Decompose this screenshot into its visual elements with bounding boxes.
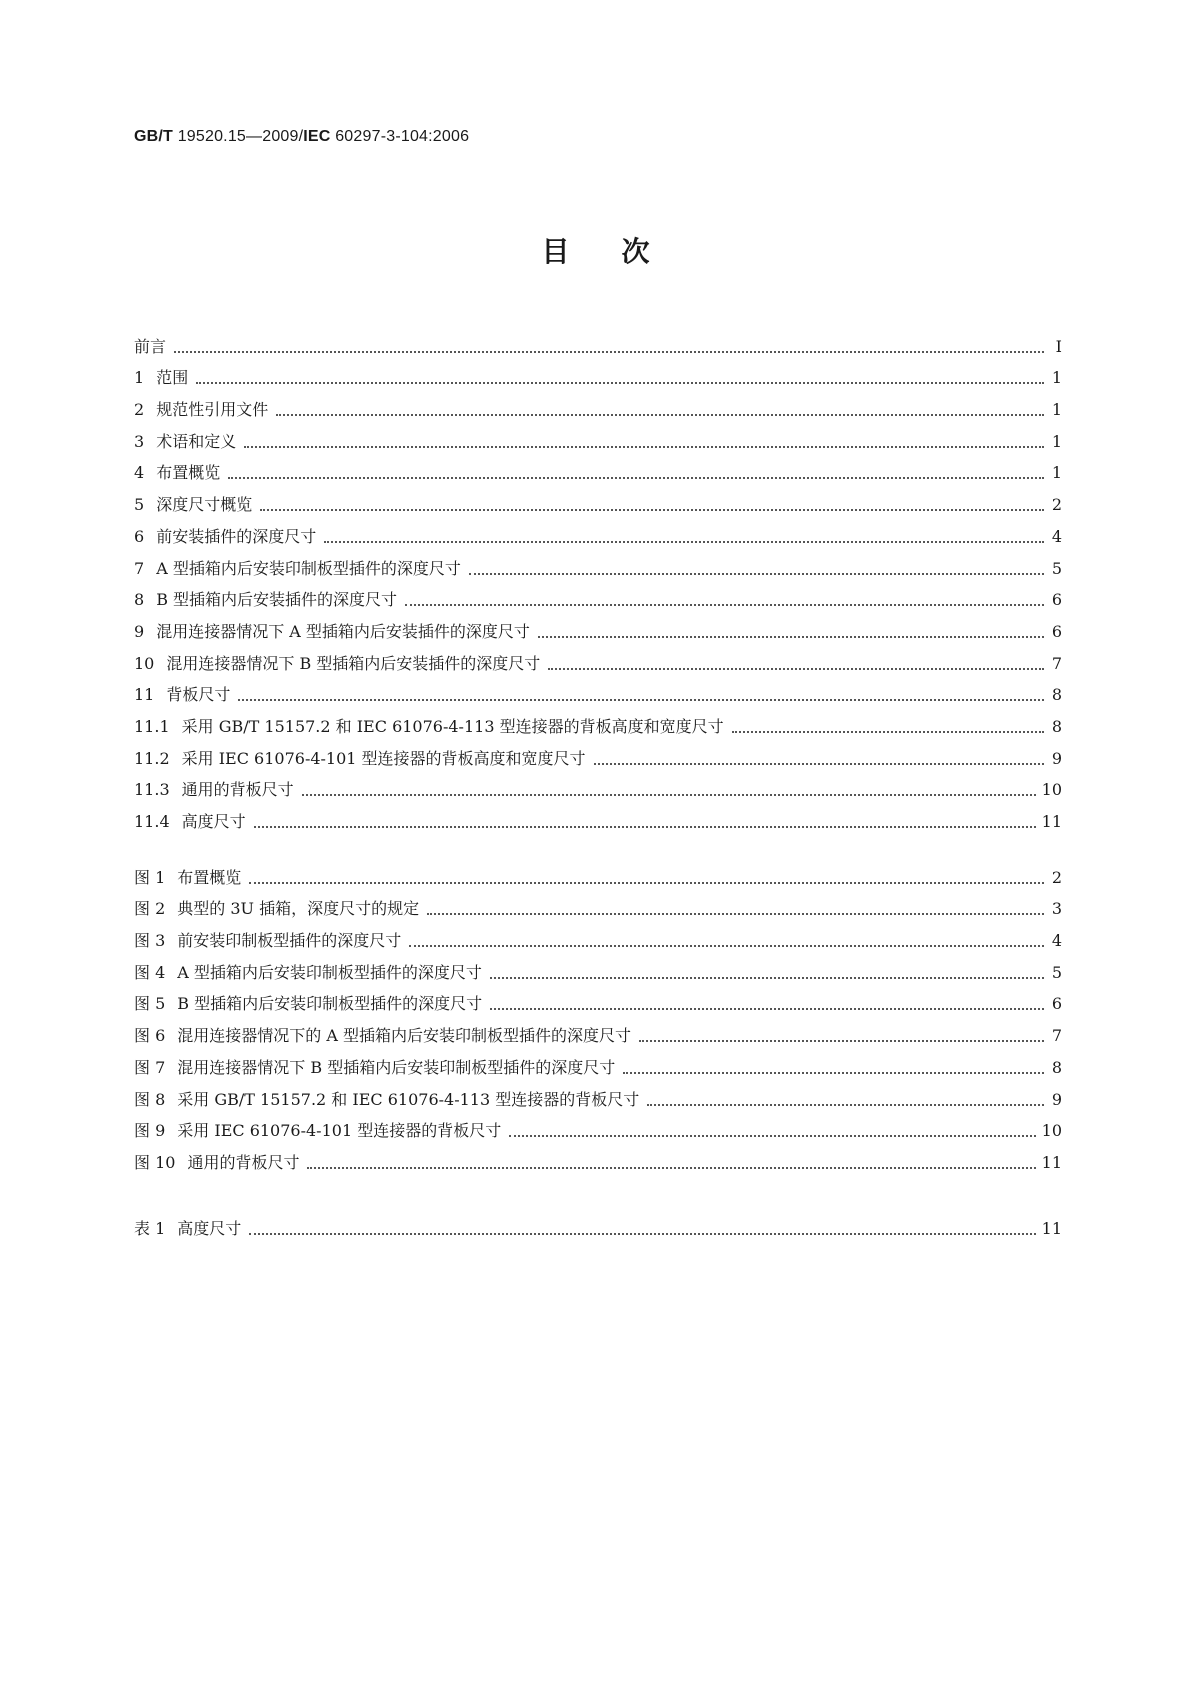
toc-entry-number: 图 5: [134, 994, 166, 1014]
toc-entry-number: 11.2: [134, 748, 170, 768]
toc-dot-leader: [732, 730, 1044, 733]
toc-entry-number: 图 3: [134, 931, 166, 951]
toc-entry[interactable]: [134, 675, 1062, 707]
toc-figures-section: [134, 857, 1062, 1174]
toc-entry-title: 高度尺寸: [177, 1218, 242, 1238]
toc-entry-title: B 型插箱内后安装插件的深度尺寸: [156, 590, 398, 610]
toc-entry-number: 图 2: [134, 899, 166, 919]
toc-entry-title: 规范性引用文件: [156, 400, 269, 420]
toc-dot-leader: [324, 540, 1044, 543]
toc-entry-page: Ⅰ: [1055, 336, 1062, 356]
toc-entry-number: 11.4: [134, 812, 170, 831]
toc-entry[interactable]: [134, 952, 1062, 984]
toc-entry-page: 2: [1051, 867, 1062, 887]
toc-entry-page: 1: [1051, 463, 1062, 483]
standard-code: GB/T: [134, 128, 174, 145]
page-title: 目次: [541, 235, 702, 268]
toc-entry-page: 3: [1051, 899, 1062, 919]
toc-entry[interactable]: [134, 326, 1062, 358]
toc-entry-page: 7: [1051, 653, 1062, 673]
toc-dot-leader: [249, 1232, 1035, 1235]
toc-entry-page: 9: [1051, 1089, 1062, 1109]
toc-entry-page: 5: [1051, 558, 1062, 578]
toc-entry-title: 前安装插件的深度尺寸: [156, 526, 317, 546]
toc-entry-page: 1: [1051, 431, 1062, 451]
toc-entry[interactable]: [134, 920, 1062, 952]
toc-entry-title: 混用连接器情况下 B 型插箱内后安装插件的深度尺寸: [166, 653, 541, 673]
toc-entry-title: 背板尺寸: [166, 685, 231, 705]
toc-entry-number: 图 10: [134, 1152, 176, 1172]
toc-entry-title: 采用 GB/T 15157.2 和 IEC 61076-4-113 型连接器的背板尺寸: [177, 1089, 640, 1109]
reference-code: IEC: [303, 128, 331, 145]
toc-entry-number: 7: [134, 558, 145, 578]
toc-dot-leader: [405, 603, 1044, 606]
toc-entry[interactable]: [134, 516, 1062, 548]
toc-entry-page: 8: [1051, 685, 1062, 705]
toc-entry-title: 深度尺寸概览: [156, 495, 253, 515]
toc-dot-leader: [238, 698, 1044, 701]
toc-entry[interactable]: [134, 453, 1062, 485]
toc-entry[interactable]: [134, 389, 1062, 421]
toc-entry[interactable]: [134, 984, 1062, 1016]
toc-entry[interactable]: [134, 421, 1062, 453]
toc-entry[interactable]: [134, 738, 1062, 770]
toc-entry[interactable]: [134, 548, 1062, 580]
toc-entry-page: 4: [1051, 931, 1062, 951]
toc-entry-number: 图 9: [134, 1121, 166, 1141]
toc-dot-leader: [249, 881, 1044, 884]
toc-entry-page: 11: [1041, 812, 1062, 831]
toc-entry-number: 图 6: [134, 1026, 166, 1046]
toc-dot-leader: [276, 413, 1044, 416]
toc-entry-title: 前安装印制板型插件的深度尺寸: [177, 931, 402, 951]
toc-entry-page: 7: [1051, 1026, 1062, 1046]
toc-entry-page: 8: [1051, 1057, 1062, 1077]
toc-entry[interactable]: [134, 1208, 1062, 1240]
toc-entry[interactable]: [134, 580, 1062, 612]
toc-entry-title: 混用连接器情况下 B 型插箱内后安装印制板型插件的深度尺寸: [177, 1057, 616, 1077]
toc-entry-title: 布置概览: [156, 463, 221, 483]
toc-entry[interactable]: [134, 889, 1062, 921]
toc-entry-number: 6: [134, 526, 145, 546]
toc-entry-title: 采用 IEC 61076-4-101 型连接器的背板高度和宽度尺寸: [181, 748, 586, 768]
toc-entry[interactable]: [134, 643, 1062, 675]
toc-entry[interactable]: [134, 1079, 1062, 1111]
toc-entry-page: 6: [1051, 994, 1062, 1014]
toc-entry-title: A 型插箱内后安装印制板型插件的深度尺寸: [177, 962, 482, 982]
toc-entry-title: 混用连接器情况下的 A 型插箱内后安装印制板型插件的深度尺寸: [177, 1026, 632, 1046]
toc-entry[interactable]: [134, 1142, 1062, 1174]
toc-entry-number: 8: [134, 590, 145, 610]
toc-entry-title: 术语和定义: [156, 431, 237, 451]
toc-entry-page: 4: [1051, 526, 1062, 546]
toc-entry-number: 9: [134, 621, 145, 641]
toc-entry-title: 典型的 3U 插箱，深度尺寸的规定: [177, 899, 420, 919]
toc-entry-title: 采用 GB/T 15157.2 和 IEC 61076-4-113 型连接器的背板高度和宽度尺寸: [181, 716, 724, 736]
toc-entry-title: 通用的背板尺寸: [187, 1152, 300, 1172]
toc-dot-leader: [254, 825, 1036, 828]
toc-entry[interactable]: [134, 358, 1062, 390]
toc-entry-title: 布置概览: [177, 867, 242, 887]
toc-entry-title: 采用 IEC 61076-4-101 型连接器的背板尺寸: [177, 1121, 502, 1141]
toc-entry-number: 11: [134, 685, 155, 705]
toc-main-section: [134, 326, 1062, 833]
toc-entry-number: 1: [134, 368, 145, 388]
toc-entry-number: 10: [134, 653, 155, 673]
toc-entry-page: 1: [1051, 368, 1062, 388]
toc-entry-title: 混用连接器情况下 A 型插箱内后安装插件的深度尺寸: [156, 621, 530, 641]
toc-entry[interactable]: [134, 1111, 1062, 1143]
toc-dot-leader: [594, 762, 1044, 765]
toc-entry-title: 范围: [156, 368, 189, 388]
toc-entry-page: 2: [1051, 495, 1062, 515]
toc-dot-leader: [538, 635, 1044, 638]
toc-dot-leader: [469, 572, 1044, 575]
toc-tables-section: [134, 1208, 1062, 1240]
toc-entry-number: 图 7: [134, 1057, 166, 1077]
toc-dot-leader: [244, 445, 1044, 448]
toc-entry-title: 高度尺寸: [181, 812, 246, 831]
toc-entry[interactable]: [134, 611, 1062, 643]
toc-entry-title: 前言: [134, 336, 167, 356]
toc-dot-leader: [427, 912, 1044, 915]
toc-entry-page: 5: [1051, 962, 1062, 982]
toc-entry[interactable]: [134, 857, 1062, 889]
toc-entry[interactable]: [134, 770, 1062, 802]
toc-entry-number: 表 1: [134, 1218, 166, 1238]
toc-dot-leader: [647, 1103, 1044, 1106]
toc-dot-leader: [228, 476, 1044, 479]
toc-entry-number: 图 8: [134, 1089, 166, 1109]
toc-entry-page: 8: [1051, 716, 1062, 736]
toc-entry-number: 图 4: [134, 962, 166, 982]
toc-entry-number: 11.1: [134, 716, 170, 736]
toc-entry-page: 10: [1041, 780, 1062, 800]
toc-entry-page: 11: [1041, 1152, 1062, 1172]
toc-entry-number: 图 1: [134, 867, 166, 887]
toc-dot-leader: [639, 1039, 1044, 1042]
toc-entry[interactable]: [134, 1015, 1062, 1047]
toc-entry-title: B 型插箱内后安装印制板型插件的深度尺寸: [177, 994, 483, 1014]
toc-entry[interactable]: [134, 484, 1062, 516]
toc-dot-leader: [548, 667, 1044, 670]
toc-dot-leader: [302, 793, 1036, 796]
toc-entry-number: 5: [134, 495, 145, 515]
toc-dot-leader: [490, 1007, 1044, 1010]
toc-entry[interactable]: [134, 706, 1062, 738]
toc-entry-title: 通用的背板尺寸: [181, 780, 294, 800]
toc-entry[interactable]: [134, 1047, 1062, 1079]
toc-dot-leader: [509, 1134, 1035, 1137]
toc-entry[interactable]: [134, 801, 1062, 833]
toc-dot-leader: [409, 944, 1044, 947]
toc-entry-page: 6: [1051, 621, 1062, 641]
toc-entry-title: A 型插箱内后安装印制板型插件的深度尺寸: [156, 558, 461, 578]
toc-dot-leader: [174, 350, 1044, 353]
toc-entry-page: 9: [1051, 748, 1062, 768]
toc-entry-number: 3: [134, 431, 145, 451]
toc-entry-page: 1: [1051, 400, 1062, 420]
toc-dot-leader: [196, 381, 1044, 384]
toc-entry-page: 11: [1041, 1218, 1062, 1238]
toc-dot-leader: [307, 1166, 1035, 1169]
toc-dot-leader: [490, 976, 1044, 979]
toc-entry-page: 6: [1051, 590, 1062, 610]
standard-number: [134, 128, 469, 146]
toc-dot-leader: [260, 508, 1044, 511]
standard-number-value: 19520.15—2009/: [177, 128, 304, 145]
toc-entry-number: 4: [134, 463, 145, 483]
toc-entry-number: 2: [134, 400, 145, 420]
toc-entry-page: 10: [1041, 1121, 1062, 1141]
toc-entry-number: 11.3: [134, 780, 170, 800]
toc-dot-leader: [623, 1071, 1044, 1074]
reference-number-value: 60297-3-104:2006: [335, 128, 470, 145]
